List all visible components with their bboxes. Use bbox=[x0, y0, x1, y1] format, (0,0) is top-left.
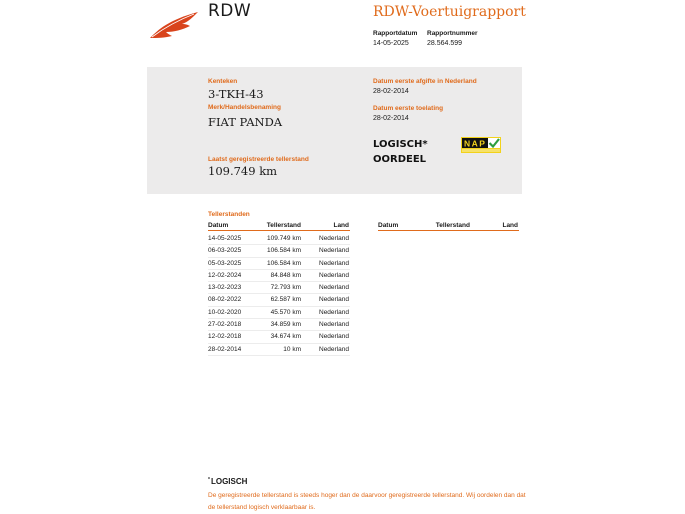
odometer-table-body bbox=[208, 233, 350, 356]
cell-reading: 45.570 km bbox=[270, 308, 301, 316]
cell-reading: 62.587 km bbox=[270, 296, 301, 304]
table-row bbox=[208, 319, 350, 331]
cell-date: 27-02-2018 bbox=[208, 321, 242, 329]
cell-country: Nederland bbox=[319, 308, 349, 316]
first-issue-nl-value: 28-02-2014 bbox=[373, 88, 409, 95]
nap-check-icon bbox=[461, 137, 501, 153]
report-number-label: Rapportnummer bbox=[427, 30, 478, 37]
cell-country: Nederland bbox=[319, 271, 349, 279]
mileage-label: Laatst geregistreerde tellerstand bbox=[208, 156, 309, 163]
cell-country: Nederland bbox=[319, 284, 349, 292]
cell-reading: 72.793 km bbox=[270, 284, 301, 292]
column-header-date: Datum bbox=[378, 222, 399, 229]
brand-name: RDW bbox=[208, 1, 252, 21]
cell-country: Nederland bbox=[319, 345, 349, 353]
first-admission-value: 28-02-2014 bbox=[373, 115, 409, 122]
cell-date: 28-02-2014 bbox=[208, 345, 242, 353]
cell-date: 13-02-2023 bbox=[208, 284, 242, 292]
table-row bbox=[208, 282, 350, 294]
cell-country: Nederland bbox=[319, 333, 349, 341]
cell-date: 12-02-2018 bbox=[208, 333, 242, 341]
column-header-reading: Tellerstand bbox=[435, 222, 470, 229]
cell-reading: 109.749 km bbox=[267, 235, 301, 242]
footnote-text: De geregistreerde tellerstand is steeds hoger dan de daarvoor geregistreerde tellerstand. Wij oordelen dan dat de tellerstand logisch verklaarbaar is. bbox=[208, 492, 526, 511]
cell-country: Nederland bbox=[319, 321, 349, 329]
cell-date: 08-02-2022 bbox=[208, 296, 242, 304]
plate-label: Kenteken bbox=[208, 78, 238, 85]
mileage-value: 109.749 km bbox=[208, 164, 278, 178]
first-issue-nl-label: Datum eerste afgifte in Nederland bbox=[373, 78, 477, 85]
table-row bbox=[208, 307, 350, 319]
cell-country: Nederland bbox=[319, 259, 349, 267]
column-header-country: Land bbox=[502, 222, 518, 229]
cell-country: Nederland bbox=[319, 296, 349, 304]
cell-date: 10-02-2020 bbox=[208, 308, 242, 316]
cell-reading: 106.584 km bbox=[267, 247, 301, 255]
cell-date: 14-05-2025 bbox=[208, 235, 242, 242]
cell-country: Nederland bbox=[319, 247, 349, 255]
table-row bbox=[208, 245, 350, 257]
panel-notch bbox=[147, 186, 177, 194]
cell-date: 05-03-2025 bbox=[208, 259, 242, 267]
report-number: 28.564.599 bbox=[427, 40, 463, 47]
plate-value: 3-TKH-43 bbox=[208, 87, 264, 101]
cell-reading: 106.584 km bbox=[267, 259, 301, 267]
table-row bbox=[208, 344, 350, 356]
table-row bbox=[208, 331, 350, 343]
cell-reading: 84.848 km bbox=[270, 271, 301, 279]
rdw-feather-icon bbox=[148, 10, 200, 40]
verdict-line-2: OORDEEL bbox=[373, 154, 427, 165]
table-row bbox=[208, 258, 350, 270]
footnote-title bbox=[208, 477, 247, 486]
table-row bbox=[208, 233, 350, 245]
vehicle-summary-panel bbox=[147, 67, 522, 194]
make-value: FIAT PANDA bbox=[208, 115, 283, 129]
cell-reading: 34.859 km bbox=[270, 321, 301, 329]
footnote-marker: * bbox=[208, 477, 210, 483]
cell-country: Nederland bbox=[319, 235, 349, 242]
column-header-date: Datum bbox=[208, 222, 229, 229]
report-date: 14-05-2025 bbox=[373, 40, 409, 47]
table-row bbox=[208, 294, 350, 306]
table-row bbox=[208, 270, 350, 282]
column-header-reading: Tellerstand bbox=[266, 222, 301, 229]
report-date-label: Rapportdatum bbox=[373, 30, 418, 37]
verdict-line-1: LOGISCH* bbox=[373, 139, 428, 150]
nap-text: NAP bbox=[464, 138, 487, 149]
cell-date: 06-03-2025 bbox=[208, 247, 242, 255]
cell-date: 12-02-2024 bbox=[208, 271, 242, 279]
cell-reading: 10 km bbox=[283, 345, 301, 353]
footnote-title-text: LOGISCH bbox=[210, 477, 248, 486]
odometer-section-title: Tellerstanden bbox=[208, 211, 250, 218]
cell-reading: 34.674 km bbox=[270, 333, 301, 341]
odometer-table-header-left bbox=[208, 222, 350, 231]
odometer-table-header-right bbox=[378, 222, 519, 231]
report-title: RDW-Voertuigrapport bbox=[373, 4, 526, 20]
column-header-country: Land bbox=[333, 222, 349, 229]
make-label: Merk/Handelsbenaming bbox=[208, 104, 281, 111]
first-admission-label: Datum eerste toelating bbox=[373, 105, 444, 112]
